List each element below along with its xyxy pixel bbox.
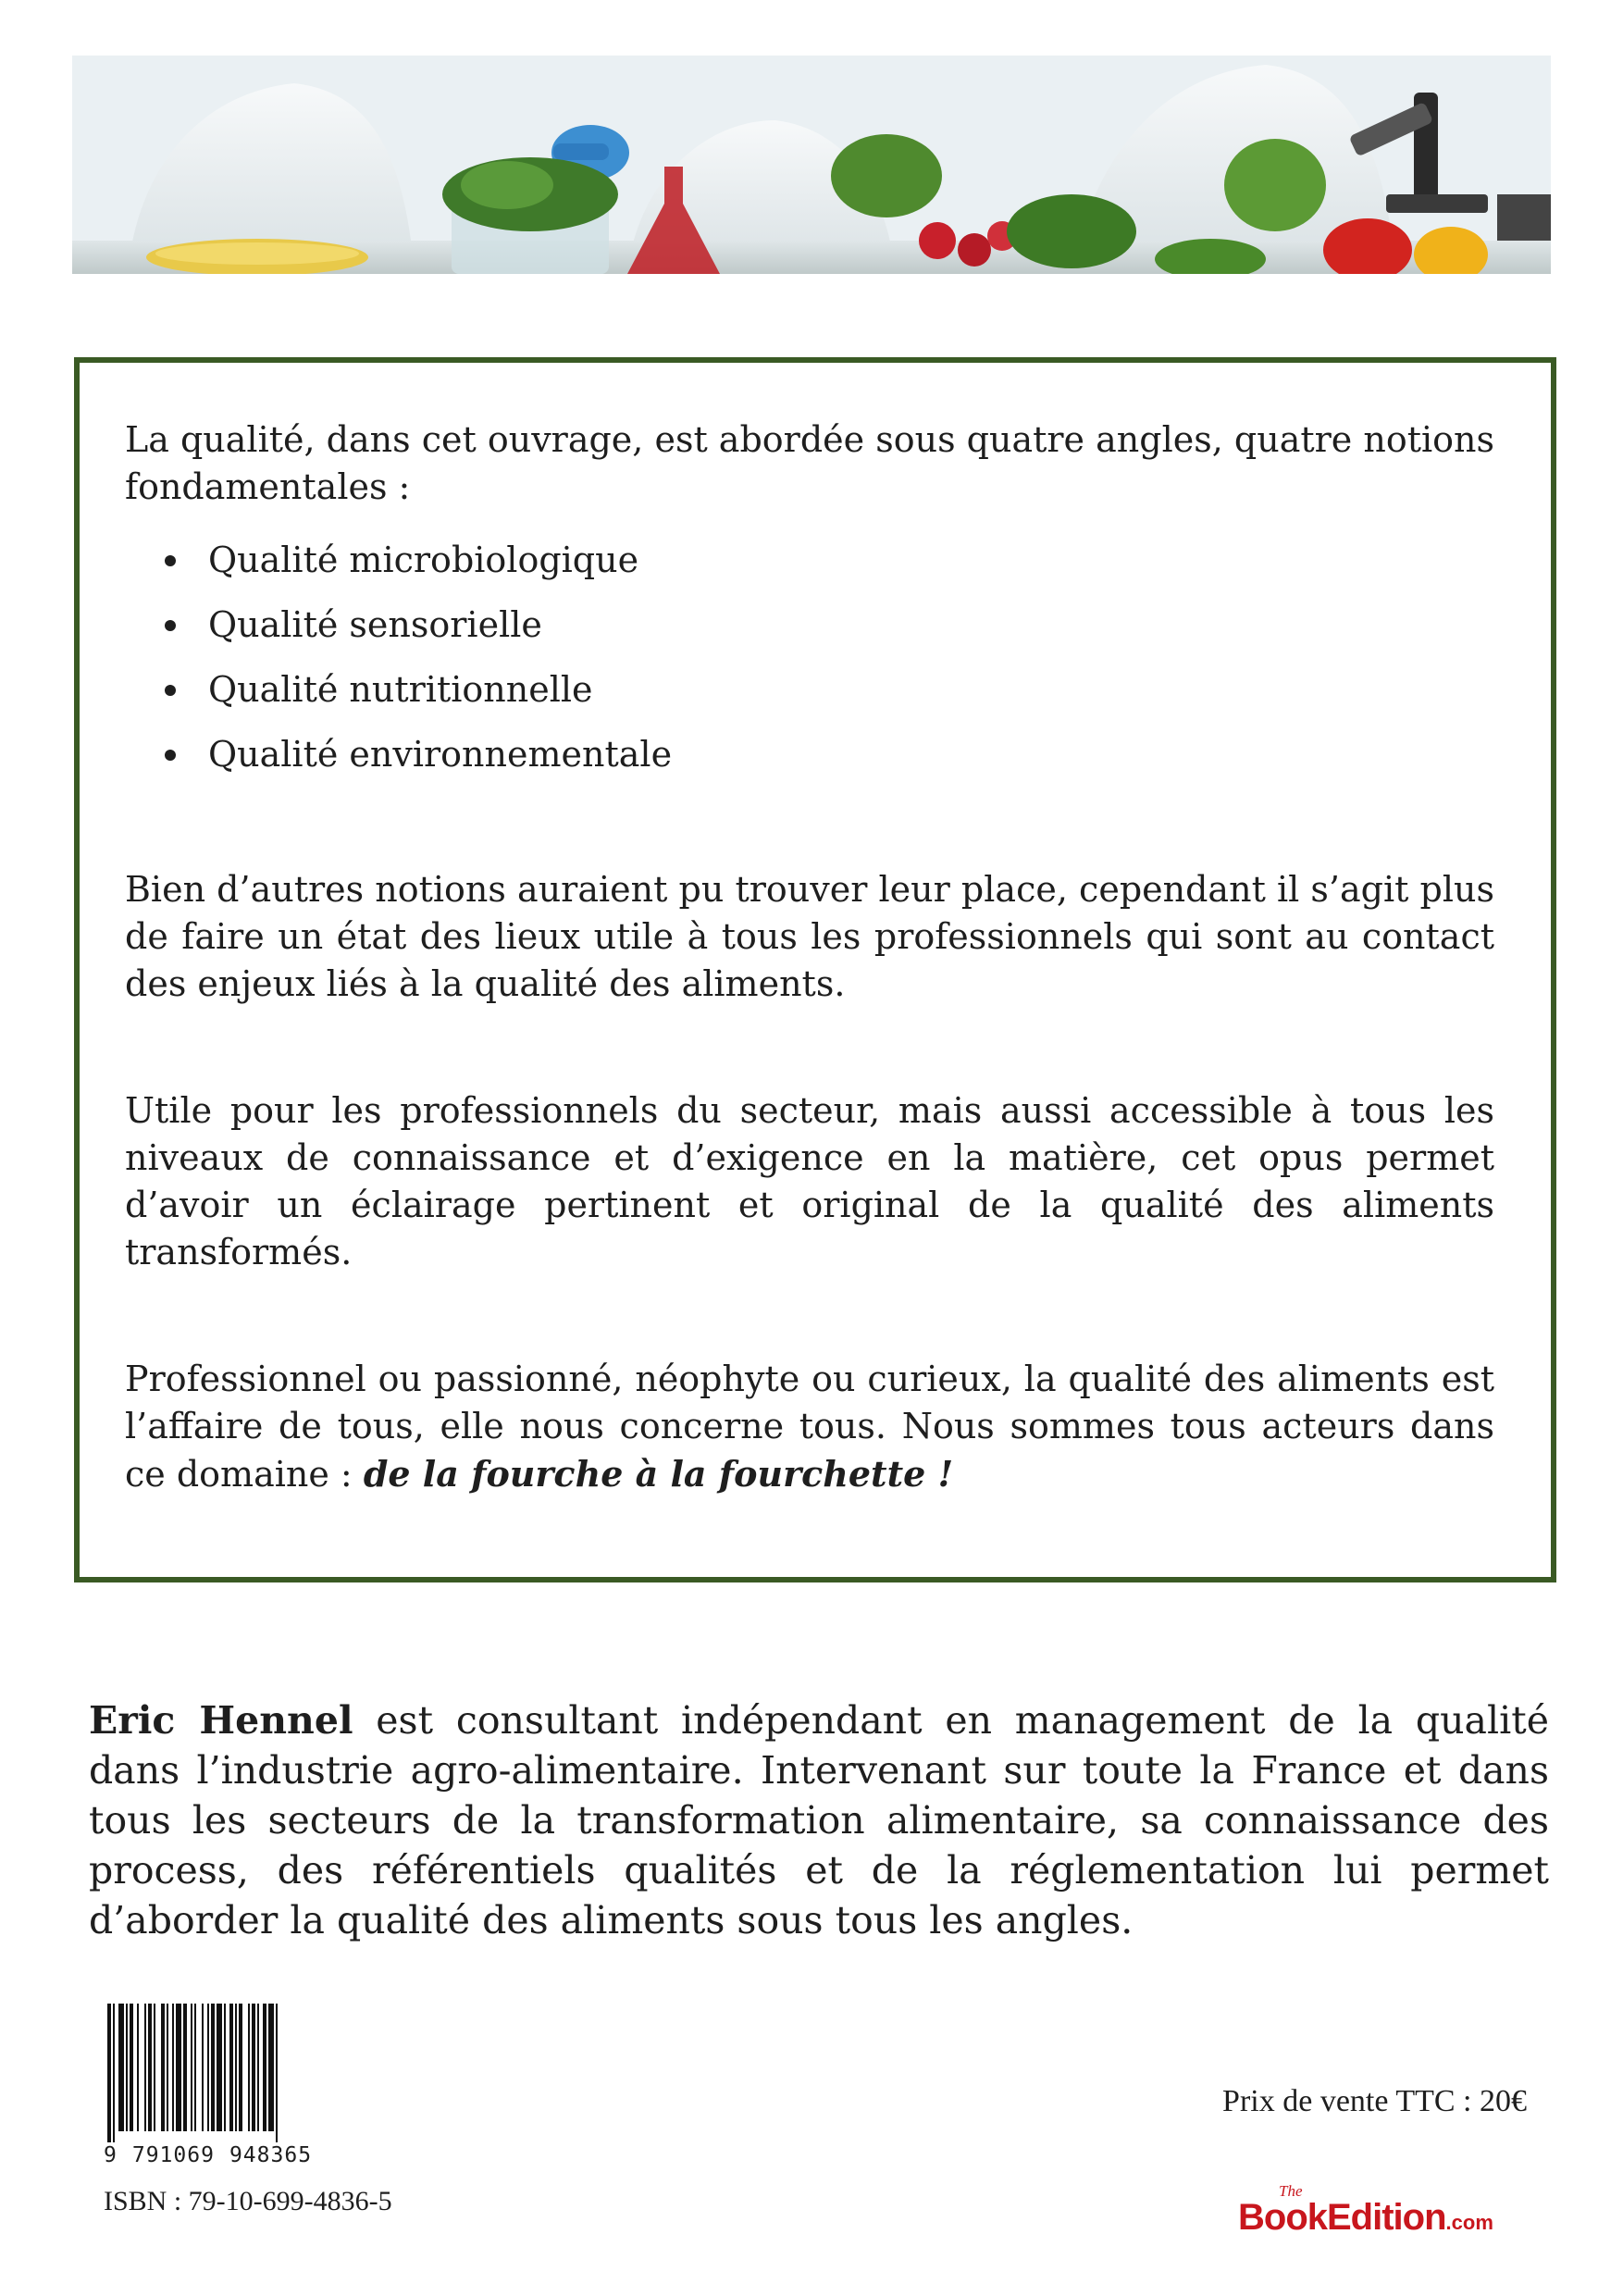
list-item [125, 722, 1494, 787]
barcode-bar [191, 2004, 192, 2131]
barcode-bar [137, 2004, 139, 2131]
laboratory-vegetables-photo [72, 56, 1551, 274]
barcode-bar [118, 2004, 124, 2131]
barcode-icon [104, 2004, 363, 2142]
notion-label: Qualité nutritionnelle [208, 669, 593, 710]
barcode-bar [252, 2004, 255, 2131]
bullet-icon [165, 620, 176, 631]
barcode-bar [257, 2004, 259, 2131]
bullet-icon [165, 750, 176, 761]
notion-label: Qualité microbiologique [208, 540, 639, 580]
barcode-digit-group: 948365 [229, 2143, 313, 2167]
notion-label: Qualité sensorielle [208, 604, 542, 645]
blurb-paragraph-2: Bien d’autres notions auraient pu trouver leur place, cependant il s’agit plus de faire un état des lieux utile à tous les professionnels qui sont au contact des enjeux liés à la qualité des aliments. [125, 869, 1494, 1004]
author-bio [89, 1695, 1549, 1945]
publisher-brand-name: BookEdition [1238, 2197, 1446, 2238]
barcode-bar [239, 2004, 242, 2131]
barcode-bar [183, 2004, 187, 2131]
barcode-bar [113, 2004, 115, 2142]
barcode-digit-group: 791069 [131, 2143, 215, 2167]
barcode-digits [104, 2143, 372, 2167]
list-item [125, 527, 1494, 592]
author-name: Eric Hennel [89, 1698, 353, 1743]
barcode-bar [207, 2004, 209, 2131]
barcode-bar [154, 2004, 155, 2131]
barcode-bar [268, 2004, 274, 2131]
barcode-bar [235, 2004, 237, 2131]
barcode-bar [217, 2004, 222, 2131]
publisher-logo-brand [1238, 2197, 1493, 2239]
barcode-bar [194, 2004, 196, 2131]
barcode-bar [211, 2004, 215, 2131]
publisher-logo [1238, 2182, 1506, 2245]
barcode-bar [148, 2004, 152, 2131]
publisher-logo-the: The [1279, 2182, 1303, 2200]
notion-label: Qualité environnementale [208, 734, 673, 775]
blurb-intro: La qualité, dans cet ouvrage, est abordée sous quatre angles, quatre notions fondamentales : [125, 419, 1494, 507]
barcode [104, 2004, 363, 2142]
bullet-icon [165, 685, 176, 696]
blurb-paragraph-3: Utile pour les professionnels du secteur, mais aussi accessible à tous les niveaux de connaissance et d’exigence en la matière, cet opus permet d’avoir un éclairage pertinent et original de la qualité des aliments transformés. [125, 1090, 1494, 1272]
bullet-icon [165, 555, 176, 566]
publisher-brand-suffix: .com [1445, 2211, 1493, 2234]
barcode-bar [276, 2004, 278, 2142]
blurb-closing-tagline: de la fourche à la fourchette ! [363, 1453, 954, 1495]
sale-price: Prix de vente TTC : 20€ [1222, 2084, 1527, 2118]
barcode-bar [167, 2004, 168, 2131]
barcode-bar [248, 2004, 250, 2131]
isbn: ISBN : 79-10-699-4836-5 [104, 2186, 392, 2216]
barcode-bar [144, 2004, 146, 2131]
barcode-bar [202, 2004, 204, 2131]
blurb-paragraph-4-text: Professionnel ou passionné, néophyte ou curieux, la qualité des aliments est l’affaire de tous, elle nous concerne tous. Nous sommes tous acteurs dans ce domaine : [125, 1359, 1494, 1495]
blurb-frame [74, 357, 1556, 1582]
barcode-bar [130, 2004, 133, 2131]
barcode-digit-group: 9 [104, 2143, 118, 2167]
barcode-bar [126, 2004, 128, 2131]
blurb-paragraph-4 [125, 1356, 1494, 1498]
list-item [125, 657, 1494, 722]
header-photo-banner [72, 56, 1551, 274]
list-item [125, 592, 1494, 657]
barcode-bar [224, 2004, 226, 2131]
author-bio-text: est consultant indépendant en management de la qualité dans l’industrie agro-alimentaire. Intervenant sur toute la France et dans tous les secteurs de la transformation alimentaire, sa connaissance des process, des référentiels qualités et de la réglementation lui permet d’aborder la qualité des aliments sous tous les angles. [89, 1698, 1549, 1942]
notions-list [125, 527, 1494, 787]
barcode-bar [229, 2004, 233, 2131]
barcode-bar [172, 2004, 174, 2131]
barcode-bar [107, 2004, 111, 2142]
barcode-bar [263, 2004, 266, 2131]
barcode-bar [161, 2004, 165, 2131]
barcode-bar [176, 2004, 181, 2131]
blurb-content [125, 416, 1494, 1498]
